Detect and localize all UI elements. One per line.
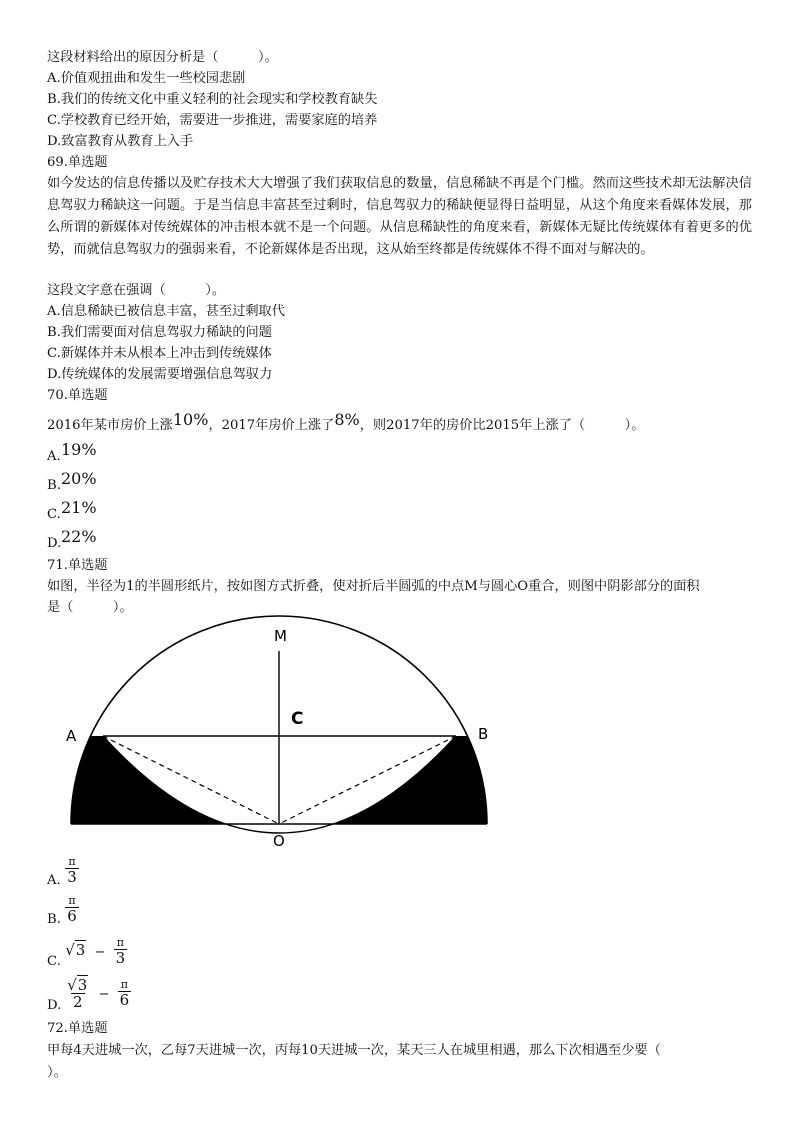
q70-option-d[interactable]: D.22% [47,527,97,551]
q68-option-d[interactable]: D.致富教育从教育上入手 [47,134,194,149]
q71-option-a[interactable]: A. $\frac{\pi}{3}$ [47,855,77,888]
q71-option-d[interactable]: D. $\frac{√3}{2}$ − $\frac{\pi}{6}$ [47,976,130,1013]
q70-pct-2017: 8% [334,410,360,429]
label-c: C [291,709,304,729]
q72-header: 72.单选题 [47,1021,108,1036]
q69-option-d[interactable]: D.传统媒体的发展需要增强信息驾驭力 [47,367,273,382]
q69-option-c[interactable]: C.新媒体并未从根本上冲击到传统媒体 [47,346,272,361]
label-a: A [66,727,77,745]
q69-passage: 如今发达的信息传播以及贮存技术大大增强了我们获取信息的数量，信息稀缺不再是个门槛。然而这些技术却无法解决信息驾驭力稀缺这一问题。于是当信息丰富甚至过剩时，信息驾驭力的稀缺便显得日益明显，从这个角度来看媒体发展，那么所谓的新媒体对传统媒体的冲击根本就不是一个问题。从信息稀缺性的角度来看，新媒体无疑比传统媒体有着更多的优势，而就信息驾驭力的强弱来看，不论新媒体是否出现，这从始至终都是传统媒体不得不面对与解决的。 [47,176,752,257]
q72-stem-line1: 甲每4天进城一次，乙每7天进城一次，丙每10天进城一次，某天三人在城里相遇，那么下次相遇至少要（ [47,1043,661,1058]
q68-option-c[interactable]: C.学校教育已经开始，需要进一步推进，需要家庭的培养 [47,113,378,128]
q68-option-b[interactable]: B.我们的传统文化中重义轻利的社会现实和学校教育缺失 [47,92,378,107]
q71-option-b[interactable]: B. $\frac{\pi}{6}$ [47,894,77,927]
q70-stem: 2016年某市房价上涨10%，2017年房价上涨了8%，则2017年的房价比2015年上涨了（ ）。 [47,410,645,433]
q70-option-b[interactable]: B.20% [47,469,97,493]
q68-option-a[interactable]: A.价值观扭曲和发生一些校园悲剧 [47,71,246,86]
q70-header: 70.单选题 [47,388,108,403]
q71-stem-line1: 如图，半径为1的半圆形纸片，按如图方式折叠，使对折后半圆弧的中点M与圆心O重合，则图中阴影部分的面积 [47,579,700,594]
q69-header: 69.单选题 [47,155,108,170]
q71-header: 71.单选题 [47,558,108,573]
q71-stem-line2: 是（ ）。 [47,600,133,615]
q71-fold-figure [50,615,510,855]
q72-stem-line2: ）。 [47,1065,67,1080]
q71-option-c[interactable]: C. √3 − $\frac{\pi}{3}$ [47,936,126,969]
q69-option-a[interactable]: A.信息稀缺已被信息丰富，甚至过剩取代 [47,304,285,319]
q69-stem: 这段文字意在强调（ ）。 [47,283,226,298]
label-b: B [478,725,489,743]
label-m: M [274,627,287,645]
q70-option-a[interactable]: A.19% [47,440,97,464]
label-o: O [273,832,285,850]
q70-pct-2016: 10% [172,410,209,429]
q69-option-b[interactable]: B.我们需要面对信息驾驭力稀缺的问题 [47,325,272,340]
q70-option-c[interactable]: C.21% [47,498,97,522]
q68-stem: 这段材料给出的原因分析是（ ）。 [47,50,278,65]
